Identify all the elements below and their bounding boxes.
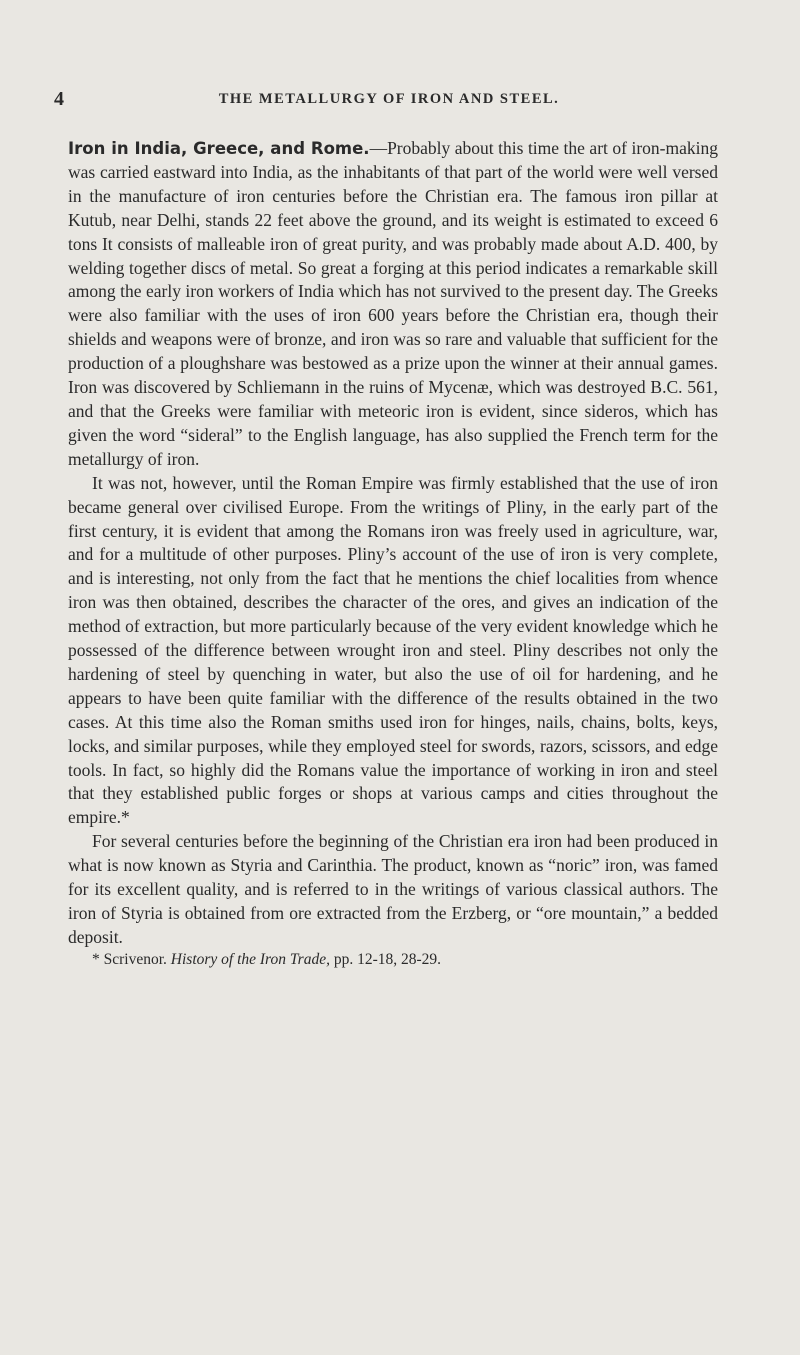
page-number: 4: [54, 88, 64, 110]
paragraph-1: [68, 137, 718, 472]
body-text: [68, 137, 718, 970]
running-title: THE METALLURGY OF IRON AND STEEL.: [218, 91, 560, 107]
paragraph-2: It was not, however, until the Roman Empire was firmly established that the use of iron became general over civilised Europe. From the writings of Pliny, in the early part of the first century, it is evident that among the Romans iron was freely used in agriculture, war, and for a multitude of other purposes. Pliny’s account of the use of iron is very complete, and is interesting, not only from the fact that he mentions the chief localities from whence iron was then obtained, describes the character of the ores, and gives an indication of the method of extraction, but more particularly because of the very evident knowledge which he possessed of the difference between wrought iron and steel. Pliny describes not only the hardening of steel by quenching in water, but also the use of oil for hardening, and he appears to have been quite familiar with the difference of the results obtained in the two cases. At this time also the Roman smiths used iron for hinges, nails, chains, bolts, keys, locks, and similar purposes, while they employed steel for swords, razors, scissors, and edge tools. In fact, so highly did the Romans value the importance of working in iron and steel that they established public forges or shops at various camps and cities throughout the empire.*: [68, 472, 718, 828]
paragraph-1-text: —Probably about this time the art of iron-making was carried eastward into India, as the inhabitants of that part of the world were well versed in the manufacture of iron centuries before the Christian era. The famous iron pillar at Kutub, near Delhi, stands 22 feet above the ground, and its weight is estimated to exceed 6 tons It consists of malleable iron of great purity, and was probably made about A.D. 400, by welding together discs of metal. So great a forging at this period indicates a remarkable skill among the early iron workers of India which has not survived to the present day. The Greeks were also familiar with the uses of iron 600 years before the Christian era, though their shields and weapons were of bronze, and iron was so rare and valuable that sufficient for the production of a ploughshare was bestowed as a prize upon the winner at their annual games. Iron was discovered by Schliemann in the ruins of Mycenæ, which was destroyed B.C. 561, and that the Greeks were familiar with meteoric iron is evident, since sideros, which has given the word “sideral” to the English language, has also supplied the French term for the metallurgy of iron.: [68, 138, 718, 469]
running-head: [54, 88, 724, 116]
footnote-source: History of the Iron Trade,: [170, 950, 330, 968]
footnote-marker: * Scrivenor.: [92, 950, 167, 968]
footnote-pages: pp. 12-18, 28-29.: [333, 950, 442, 968]
paragraph-3: For several centuries before the beginning of the Christian era iron had been produced in what is now known as Styria and Carinthia. The product, known as “noric” iron, was famed for its excellent quality, and is referred to in the writings of various classical authors. The iron of Styria is obtained from ore extracted from the Erzberg, or “ore mountain,” a bedded deposit.: [68, 831, 718, 947]
section-title: Iron in India, Greece, and Rome.: [68, 139, 370, 158]
footnote: [68, 950, 718, 970]
